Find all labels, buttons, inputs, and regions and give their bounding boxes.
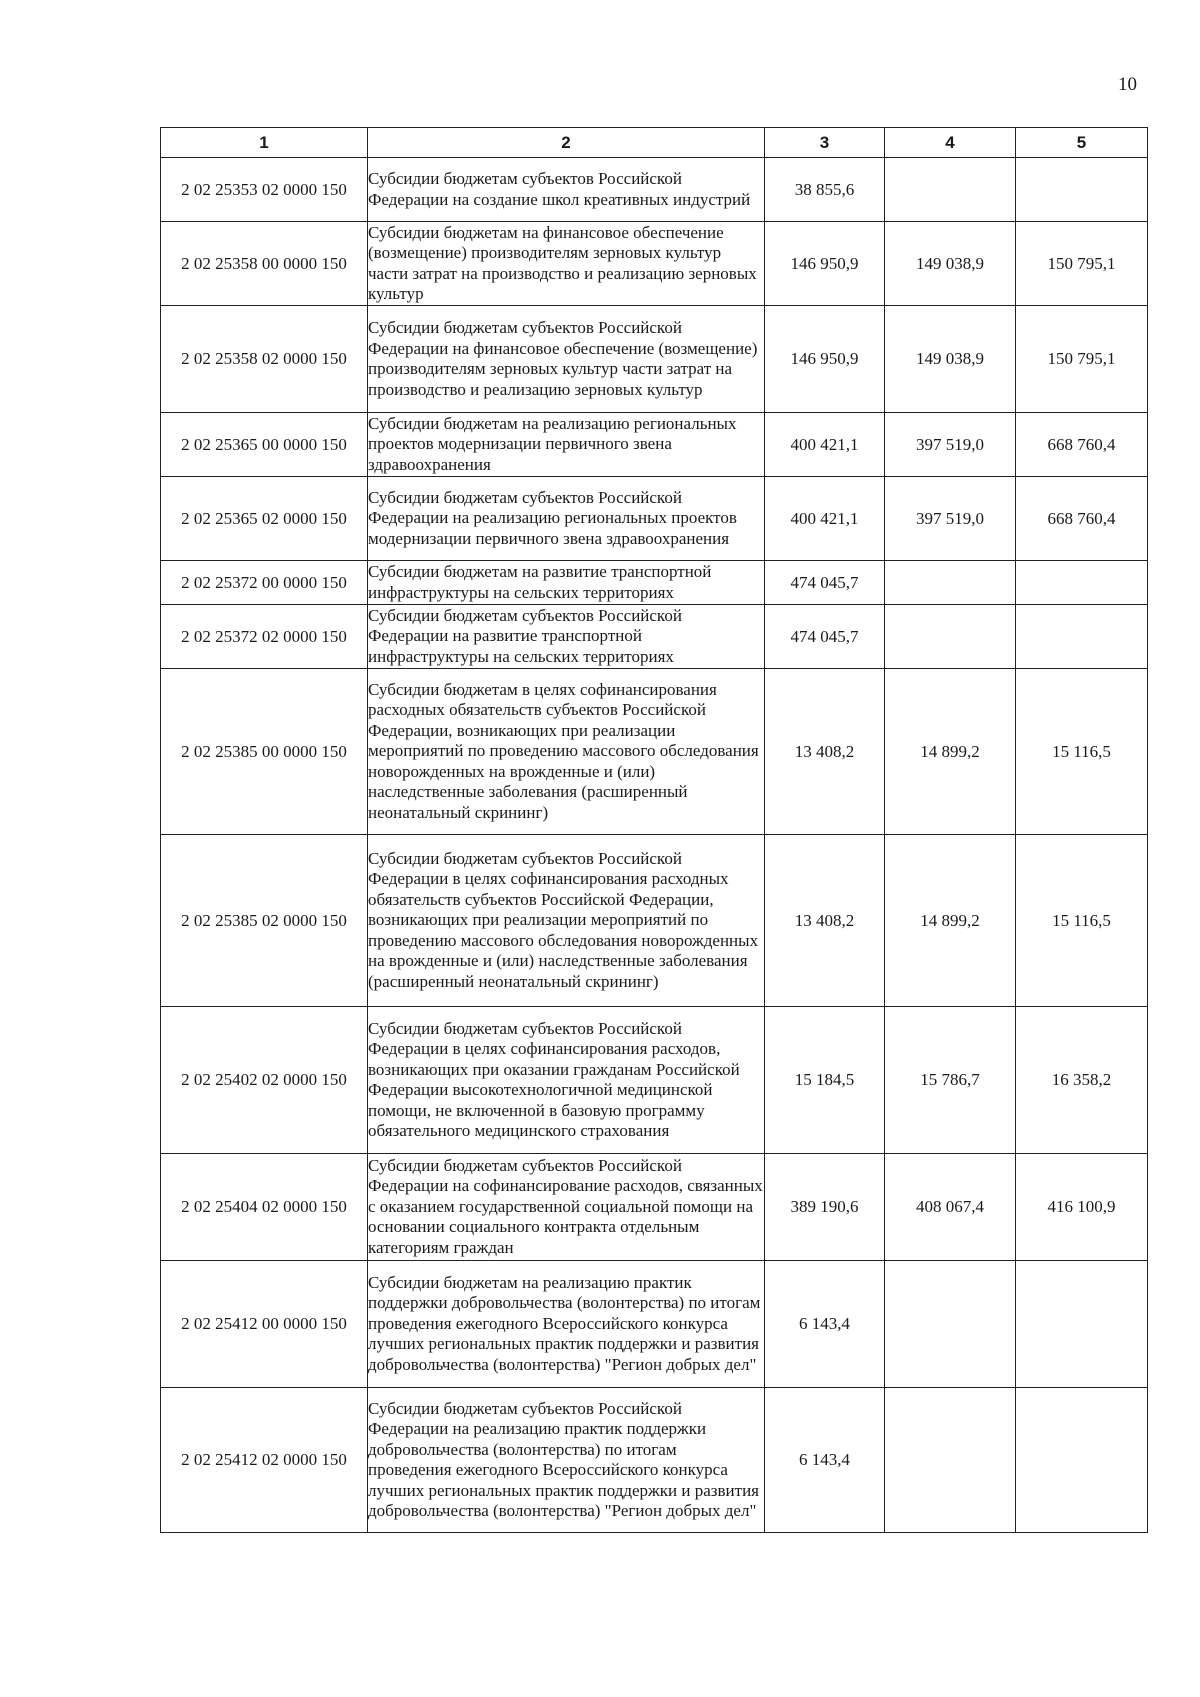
table-row	[161, 413, 1148, 477]
value-cell-col4: 15 786,7	[885, 1007, 1016, 1154]
value-cell-col5	[1016, 1388, 1148, 1533]
value-cell-col3: 38 855,6	[765, 158, 885, 222]
budget-code-cell: 2 02 25372 00 0000 150	[161, 561, 368, 605]
budget-code-cell: 2 02 25372 02 0000 150	[161, 605, 368, 669]
description-cell: Субсидии бюджетам на реализацию практик поддержки добровольчества (волонтерства) по итогам проведения ежегодного Всероссийского конкурса лучших региональных практик поддержки и развития добровольчества (волонтерства) "Регион добрых дел"	[368, 1261, 765, 1388]
value-cell-col4: 149 038,9	[885, 306, 1016, 413]
value-cell-col5	[1016, 158, 1148, 222]
value-cell-col5: 416 100,9	[1016, 1154, 1148, 1261]
column-header: 4	[885, 128, 1016, 158]
value-cell-col3: 474 045,7	[765, 561, 885, 605]
value-cell-col5: 15 116,5	[1016, 669, 1148, 835]
value-cell-col5: 668 760,4	[1016, 413, 1148, 477]
value-cell-col4	[885, 1261, 1016, 1388]
description-cell: Субсидии бюджетам на развитие транспортной инфраструктуры на сельских территориях	[368, 561, 765, 605]
value-cell-col3: 474 045,7	[765, 605, 885, 669]
budget-code-cell: 2 02 25358 02 0000 150	[161, 306, 368, 413]
header-row	[161, 128, 1148, 158]
description-cell: Субсидии бюджетам субъектов Российской Федерации на реализацию региональных проектов модернизации первичного звена здравоохранения	[368, 477, 765, 561]
budget-code-cell: 2 02 25385 00 0000 150	[161, 669, 368, 835]
page-number: 10	[1118, 74, 1137, 95]
description-cell: Субсидии бюджетам в целях софинансирования расходных обязательств субъектов Российской Федерации, возникающих при реализации мероприятий по проведению массового обследования новорожденных на врожденные и (или) наследственные заболевания (расширенный неонатальный скрининг)	[368, 669, 765, 835]
value-cell-col4: 397 519,0	[885, 477, 1016, 561]
description-cell: Субсидии бюджетам на реализацию региональных проектов модернизации первичного звена здравоохранения	[368, 413, 765, 477]
budget-code-cell: 2 02 25385 02 0000 150	[161, 835, 368, 1007]
budget-code-cell: 2 02 25402 02 0000 150	[161, 1007, 368, 1154]
value-cell-col4: 14 899,2	[885, 835, 1016, 1007]
value-cell-col3: 146 950,9	[765, 306, 885, 413]
description-cell: Субсидии бюджетам субъектов Российской Федерации в целях софинансирования расходов, возникающих при оказании гражданам Российской Федерации высокотехнологичной медицинской помощи, не включенной в базовую программу обязательного медицинского страхования	[368, 1007, 765, 1154]
value-cell-col5: 16 358,2	[1016, 1007, 1148, 1154]
value-cell-col3: 400 421,1	[765, 477, 885, 561]
value-cell-col3: 15 184,5	[765, 1007, 885, 1154]
value-cell-col5	[1016, 1261, 1148, 1388]
value-cell-col4	[885, 605, 1016, 669]
value-cell-col4: 408 067,4	[885, 1154, 1016, 1261]
description-cell: Субсидии бюджетам субъектов Российской Федерации на развитие транспортной инфраструктуры на сельских территориях	[368, 605, 765, 669]
table-row	[161, 1261, 1148, 1388]
value-cell-col5: 150 795,1	[1016, 306, 1148, 413]
description-cell: Субсидии бюджетам субъектов Российской Федерации в целях софинансирования расходных обязательств субъектов Российской Федерации, возникающих при реализации мероприятий по проведению массового обследования новорожденных на врожденные и (или) наследственные заболевания (расширенный неонатальный скрининг)	[368, 835, 765, 1007]
value-cell-col4: 14 899,2	[885, 669, 1016, 835]
budget-code-cell: 2 02 25404 02 0000 150	[161, 1154, 368, 1261]
table-row	[161, 835, 1148, 1007]
value-cell-col5	[1016, 561, 1148, 605]
value-cell-col3: 389 190,6	[765, 1154, 885, 1261]
value-cell-col4: 149 038,9	[885, 222, 1016, 306]
column-header: 1	[161, 128, 368, 158]
description-cell: Субсидии бюджетам субъектов Российской Федерации на реализацию практик поддержки добровольчества (волонтерства) по итогам проведения ежегодного Всероссийского конкурса лучших региональных практик поддержки и развития добровольчества (волонтерства) "Регион добрых дел"	[368, 1388, 765, 1533]
value-cell-col4	[885, 1388, 1016, 1533]
budget-code-cell: 2 02 25412 00 0000 150	[161, 1261, 368, 1388]
table-row	[161, 306, 1148, 413]
value-cell-col5: 15 116,5	[1016, 835, 1148, 1007]
column-header: 5	[1016, 128, 1148, 158]
table-row	[161, 561, 1148, 605]
value-cell-col4	[885, 561, 1016, 605]
column-header: 3	[765, 128, 885, 158]
table-row	[161, 1154, 1148, 1261]
budget-code-cell: 2 02 25353 02 0000 150	[161, 158, 368, 222]
table-row	[161, 605, 1148, 669]
value-cell-col4	[885, 158, 1016, 222]
budget-table	[160, 127, 1148, 1533]
value-cell-col3: 146 950,9	[765, 222, 885, 306]
value-cell-col3: 400 421,1	[765, 413, 885, 477]
value-cell-col3: 6 143,4	[765, 1261, 885, 1388]
description-cell: Субсидии бюджетам на финансовое обеспечение (возмещение) производителям зерновых культур части затрат на производство и реализацию зерновых культур	[368, 222, 765, 306]
budget-code-cell: 2 02 25358 00 0000 150	[161, 222, 368, 306]
table-row	[161, 1388, 1148, 1533]
description-cell: Субсидии бюджетам субъектов Российской Федерации на финансовое обеспечение (возмещение) производителям зерновых культур части затрат на производство и реализацию зерновых культур	[368, 306, 765, 413]
value-cell-col3: 13 408,2	[765, 835, 885, 1007]
value-cell-col5: 150 795,1	[1016, 222, 1148, 306]
table-row	[161, 158, 1148, 222]
table-row	[161, 669, 1148, 835]
description-cell: Субсидии бюджетам субъектов Российской Федерации на софинансирование расходов, связанных с оказанием государственной социальной помощи на основании социального контракта отдельным категориям граждан	[368, 1154, 765, 1261]
budget-code-cell: 2 02 25412 02 0000 150	[161, 1388, 368, 1533]
budget-code-cell: 2 02 25365 02 0000 150	[161, 477, 368, 561]
value-cell-col5	[1016, 605, 1148, 669]
value-cell-col3: 13 408,2	[765, 669, 885, 835]
description-cell: Субсидии бюджетам субъектов Российской Федерации на создание школ креативных индустрий	[368, 158, 765, 222]
value-cell-col3: 6 143,4	[765, 1388, 885, 1533]
table-row	[161, 477, 1148, 561]
value-cell-col5: 668 760,4	[1016, 477, 1148, 561]
column-header: 2	[368, 128, 765, 158]
budget-code-cell: 2 02 25365 00 0000 150	[161, 413, 368, 477]
value-cell-col4: 397 519,0	[885, 413, 1016, 477]
table-row	[161, 1007, 1148, 1154]
table-row	[161, 222, 1148, 306]
